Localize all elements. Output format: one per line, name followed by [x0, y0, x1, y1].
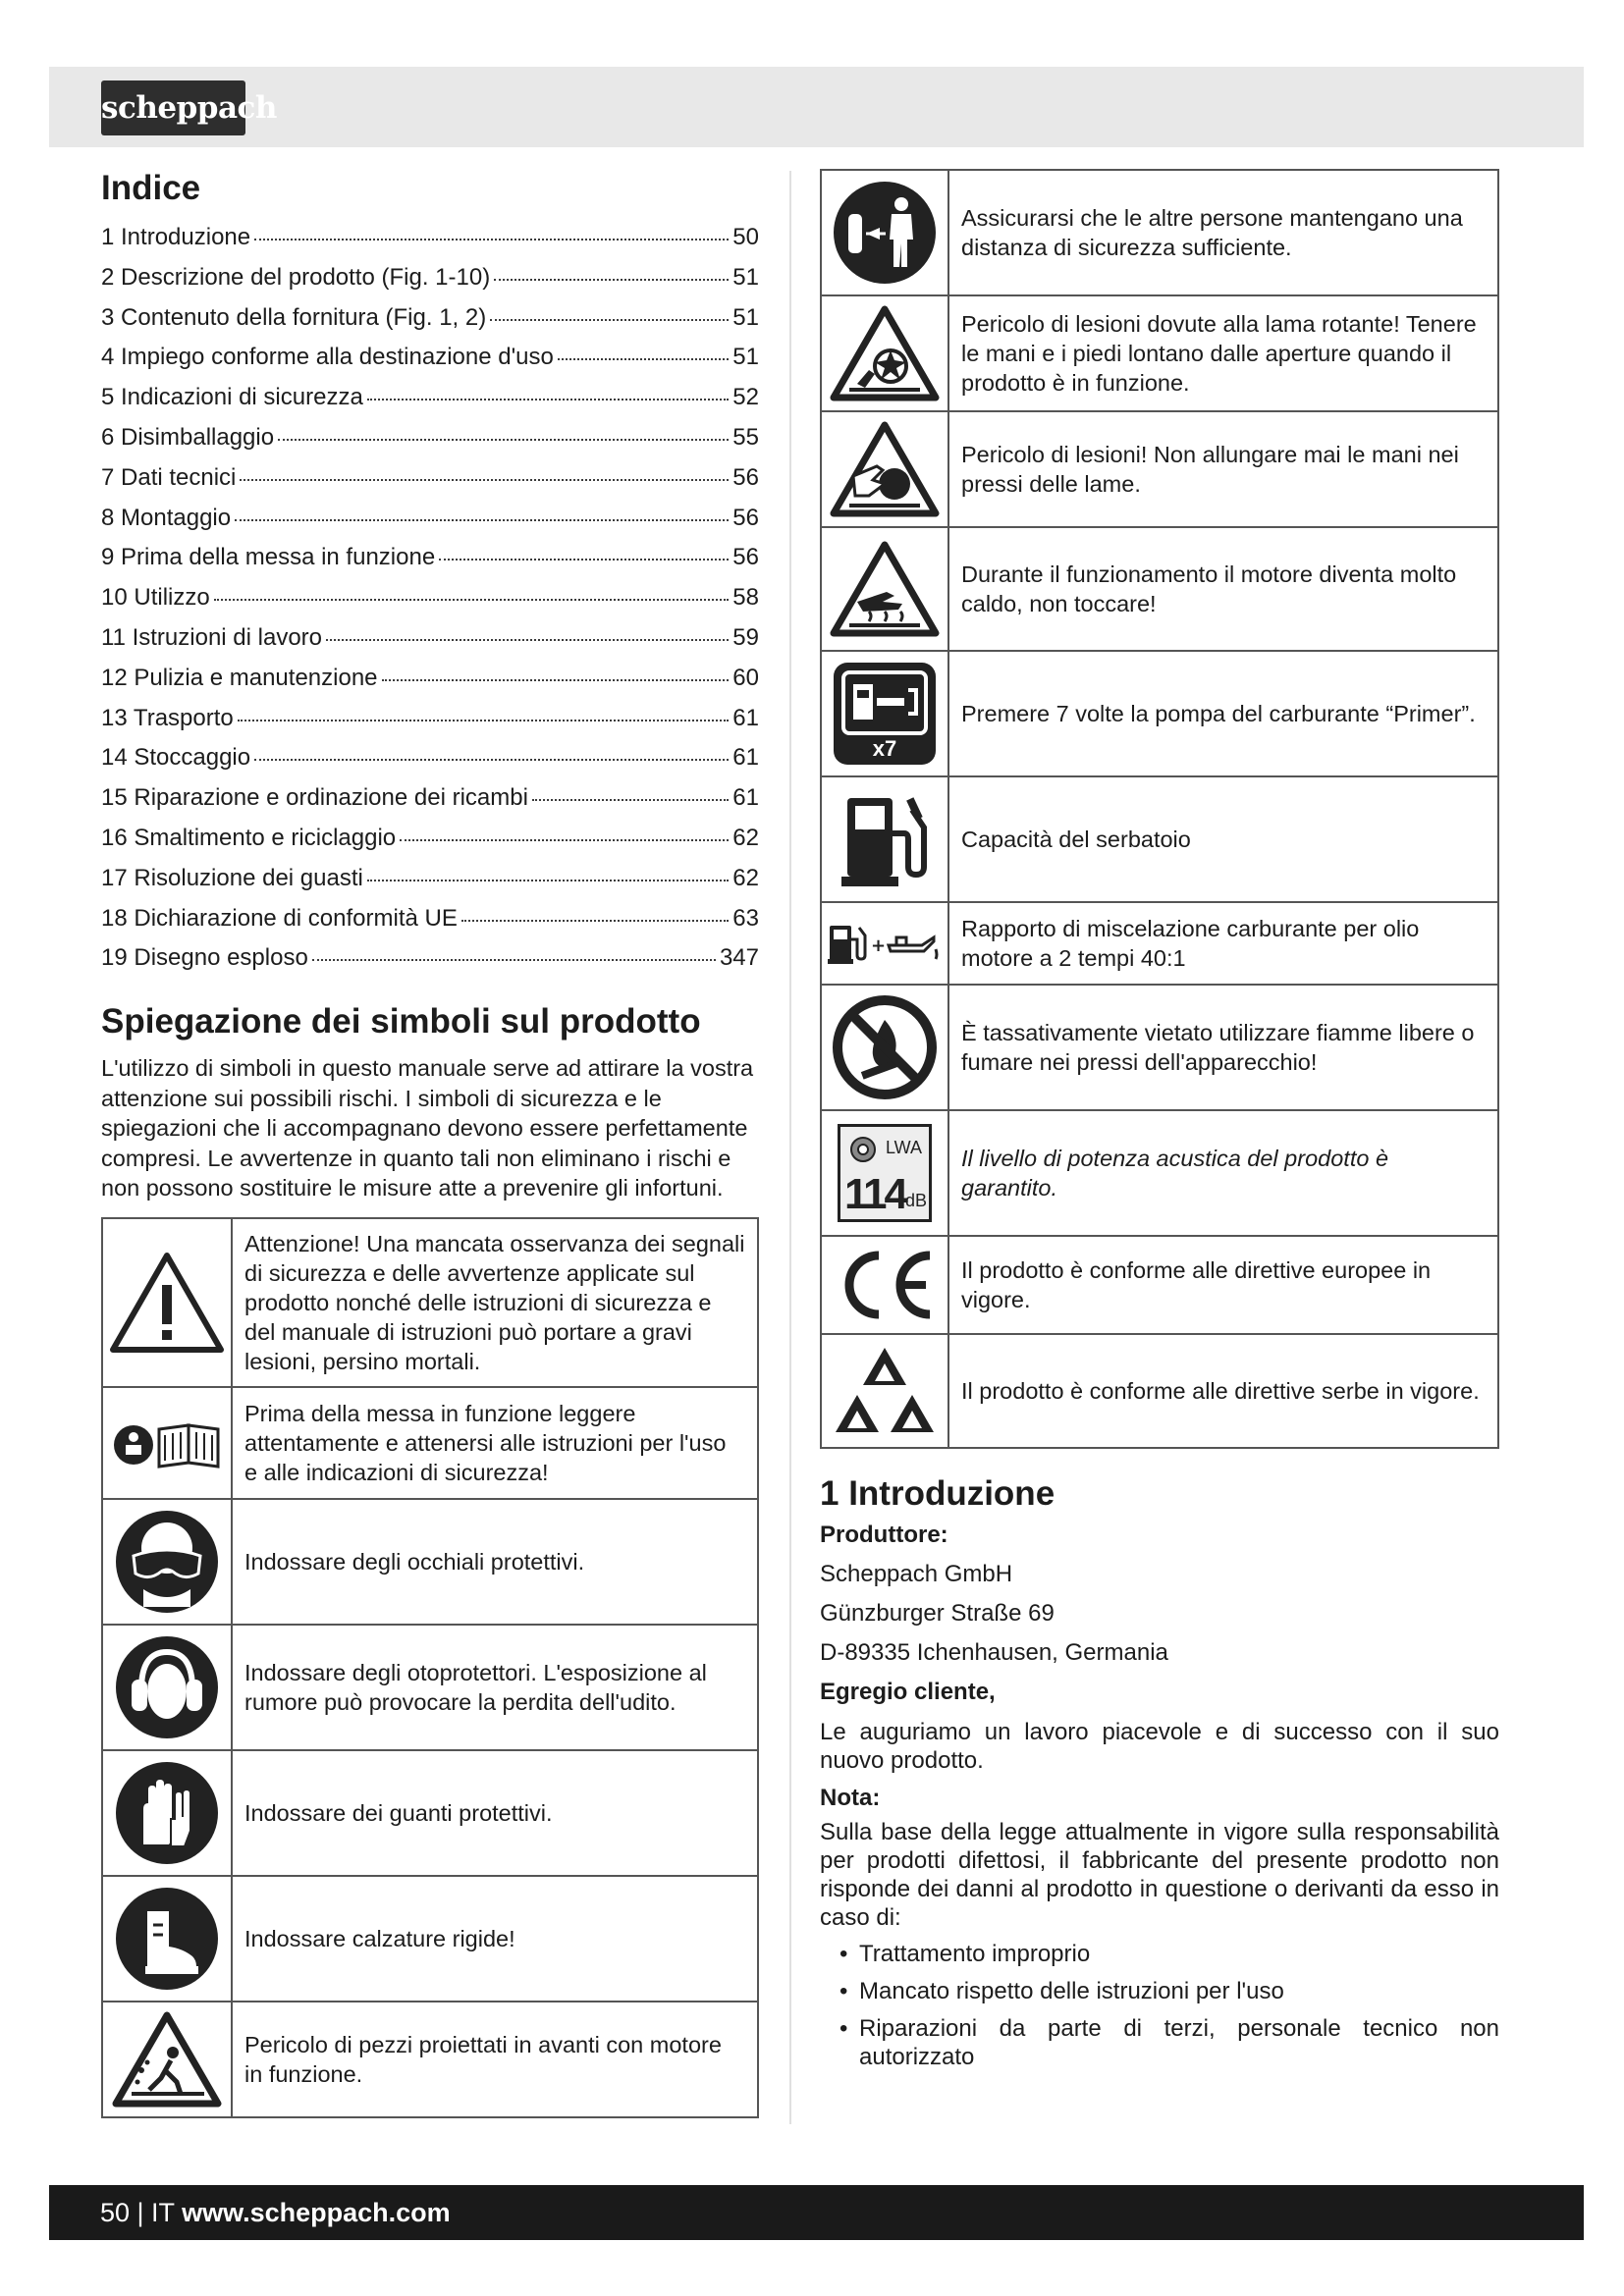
gloves-icon — [114, 1760, 220, 1866]
introduction-title: 1 Introduzione — [820, 1474, 1056, 1513]
toc-item-label: 15 Riparazione e ordinazione dei ricambi — [101, 784, 528, 812]
toc-item-label: 16 Smaltimento e riciclaggio — [101, 824, 397, 851]
no-fire-icon — [832, 994, 938, 1100]
symbol-text: Indossare degli occhiali protettivi. — [232, 1499, 758, 1625]
safety-goggles-icon — [114, 1509, 220, 1615]
toc-item-label: 9 Prima della messa in funzione — [101, 544, 436, 571]
symbol-row — [821, 170, 1498, 295]
toc-leader-dots — [367, 880, 729, 881]
symbol-text: Il prodotto è conforme alle direttive europee in vigore. — [948, 1236, 1498, 1334]
toc-leader-dots — [240, 479, 729, 481]
toc-leader-dots — [494, 279, 729, 281]
toc-item-page: 51 — [732, 344, 759, 371]
symbol-row — [102, 1387, 758, 1499]
toc-leader-dots — [461, 920, 729, 922]
ear-protection-icon — [114, 1634, 220, 1740]
fuel-pump-icon — [836, 788, 934, 890]
toc-item-label: 8 Montaggio — [101, 504, 232, 531]
symbol-row — [821, 411, 1498, 527]
toc-item-label: 17 Risoluzione dei guasti — [101, 864, 363, 891]
toc-item[interactable] — [101, 659, 759, 699]
list-item: • Mancato rispetto delle istruzioni per l'uso — [839, 1978, 1284, 2004]
sound-power-value: 114 — [844, 1170, 905, 1218]
company-street: Günzburger Straße 69 — [820, 1600, 1055, 1627]
flying-debris-icon — [112, 2011, 222, 2108]
toc-item-label: 5 Indicazioni di sicurezza — [101, 384, 363, 411]
greeting: Egregio cliente, — [820, 1679, 996, 1705]
toc-item-page: 61 — [732, 704, 759, 731]
symbol-row — [821, 295, 1498, 411]
symbol-row — [821, 985, 1498, 1110]
toc-item[interactable] — [101, 538, 759, 578]
toc-item-label: 7 Dati tecnici — [101, 463, 237, 491]
toc-item-page: 51 — [732, 263, 759, 291]
note-text: Sulla base della legge attualmente in vigore sulla responsabilità per prodotti difettosi, il fabbricante del presente prodotto non risponde dei danni al prodotto in questione o derivanti da esso in caso di: — [820, 1819, 1499, 1931]
hand-blade-icon — [830, 421, 940, 517]
symbol-text: Premere 7 volte la pompa del carburante “Primer”. — [948, 651, 1498, 776]
toc-item[interactable] — [101, 899, 759, 939]
toc-leader-dots — [558, 358, 729, 360]
serbian-conformity-icon — [830, 1344, 940, 1438]
toc-item-page: 51 — [732, 303, 759, 331]
symbol-text: Il prodotto è conforme alle direttive serbe in vigore. — [948, 1334, 1498, 1448]
introduction-section — [820, 1472, 1499, 2071]
toc-item-page: 61 — [732, 784, 759, 812]
symbol-row — [102, 1625, 758, 1750]
toc-item-label: 2 Descrizione del prodotto (Fig. 1-10) — [101, 263, 491, 291]
symbol-row — [821, 776, 1498, 902]
toc-leader-dots — [326, 639, 729, 641]
toc-item-page: 52 — [732, 384, 759, 411]
list-item: • Riparazioni da parte di terzi, personale tecnico non autorizzato — [839, 2015, 1499, 2070]
toc-leader-dots — [214, 599, 730, 601]
toc-item-label: 4 Impiego conforme alla destinazione d'uso — [101, 344, 554, 371]
symbols-title: Spiegazione dei simboli sul prodotto — [101, 1002, 701, 1041]
hot-surface-icon — [830, 541, 940, 637]
toc-item[interactable] — [101, 819, 759, 859]
toc-item[interactable] — [101, 258, 759, 298]
toc-item-label: 3 Contenuto della fornitura (Fig. 1, 2) — [101, 303, 487, 331]
symbol-row — [102, 1876, 758, 2002]
toc-item[interactable] — [101, 218, 759, 258]
symbol-text: Indossare degli otoprotettori. L'esposizione al rumore può provocare la perdita dell'udito. — [232, 1625, 758, 1750]
list-item: • Trattamento improprio — [839, 1941, 1091, 1967]
toc-leader-dots — [238, 720, 730, 721]
toc-item-label: 14 Stoccaggio — [101, 744, 251, 772]
toc-item-label: 19 Disegno esploso — [101, 944, 308, 972]
toc-item[interactable] — [101, 499, 759, 539]
toc-item-page: 59 — [732, 623, 759, 651]
symbol-text: È tassativamente vietato utilizzare fiamme libere o fumare nei pressi dell'apparecchio! — [948, 985, 1498, 1110]
toc-item-page: 61 — [732, 744, 759, 772]
toc-item[interactable] — [101, 578, 759, 618]
note-label: Nota: — [820, 1785, 881, 1811]
header-band — [49, 67, 1584, 147]
toc-item[interactable] — [101, 418, 759, 458]
manufacturer-label: Produttore: — [820, 1522, 948, 1548]
symbols-intro: L'utilizzo di simboli in questo manuale serve ad attirare la vostra attenzione sui possibili rischi. I simboli di sicurezza e le spiegazioni che li accompagnano devono essere perfettamente compresi. Le avvertenze in quanto tali non eliminano i rischi e non possono sostituire le misure atte a prevenire gli infortuni. — [101, 1055, 754, 1201]
symbol-text: Rapporto di miscelazione carburante per olio motore a 2 tempi 40:1 — [948, 902, 1498, 985]
toc-item-label: 12 Pulizia e manutenzione — [101, 664, 378, 691]
toc-item[interactable] — [101, 699, 759, 739]
rotating-blade-icon — [830, 305, 940, 401]
toc-item-page: 56 — [732, 544, 759, 571]
toc-item[interactable] — [101, 778, 759, 819]
symbol-row — [821, 1236, 1498, 1334]
toc-item-page: 58 — [732, 584, 759, 612]
toc-item-page: 56 — [732, 463, 759, 491]
warning-triangle-icon — [109, 1252, 225, 1354]
toc-item-page: 55 — [732, 423, 759, 451]
wish-text: Le auguriamo un lavoro piacevole e di successo con il suo nuovo prodotto. — [820, 1719, 1499, 1774]
symbol-text: Pericolo di lesioni! Non allungare mai le mani nei pressi delle lame. — [948, 411, 1498, 527]
toc-item[interactable] — [101, 859, 759, 899]
symbol-text: Attenzione! Una mancata osservanza dei segnali di sicurezza e delle avvertenze applicate sul prodotto nonché delle istruzioni di sicurezza e del manuale di istruzioni può portare a gravi lesioni, persino mortali. — [232, 1218, 758, 1387]
toc-item[interactable] — [101, 618, 759, 659]
symbols-table-left — [101, 1217, 759, 2118]
toc-item-label: 6 Disimballaggio — [101, 423, 275, 451]
fuel-oil-mix-icon — [826, 920, 944, 967]
primer-pump-icon — [832, 661, 938, 767]
toc-item-label: 11 Istruzioni di lavoro — [101, 623, 322, 651]
toc-leader-dots — [532, 799, 729, 801]
symbol-text: Indossare dei guanti protettivi. — [232, 1750, 758, 1876]
toc-item-page: 62 — [732, 824, 759, 851]
ce-mark-icon — [830, 1246, 940, 1324]
toc-item-label: 18 Dichiarazione di conformità UE — [101, 904, 458, 932]
symbol-text: Prima della messa in funzione leggere attentamente e attenersi alle istruzioni per l'uso e alle indicazioni di sicurezza! — [232, 1387, 758, 1499]
page-number: 50 | IT — [100, 2198, 175, 2227]
symbol-row — [821, 1110, 1498, 1236]
toc-item-page: 347 — [719, 944, 759, 972]
toc-title: Indice — [101, 169, 201, 207]
toc-leader-dots — [400, 839, 729, 841]
symbol-row — [821, 1334, 1498, 1448]
symbol-row — [102, 2002, 758, 2117]
toc-leader-dots — [367, 399, 729, 400]
table-of-contents — [101, 218, 759, 979]
toc-item[interactable] — [101, 378, 759, 418]
toc-item-label: 10 Utilizzo — [101, 584, 210, 612]
symbol-text: Assicurarsi che le altre persone mantengano una distanza di sicurezza sufficiente. — [948, 170, 1498, 295]
toc-item-page: 50 — [732, 224, 759, 250]
toc-leader-dots — [254, 759, 729, 761]
liability-list — [820, 1940, 1499, 2071]
toc-leader-dots — [382, 679, 730, 681]
sound-power-icon — [838, 1124, 932, 1222]
symbol-row — [102, 1750, 758, 1876]
sound-power-unit: dB — [905, 1191, 928, 1210]
website-link[interactable]: www.scheppach.com — [182, 2198, 451, 2227]
toc-item[interactable] — [101, 458, 759, 499]
symbol-row — [821, 651, 1498, 776]
svg-text:+: + — [871, 935, 887, 956]
toc-leader-dots — [439, 559, 729, 561]
primer-count-badge: x7 — [872, 736, 897, 761]
right-column — [820, 169, 1499, 2080]
safety-boots-icon — [114, 1886, 220, 1992]
toc-item-page: 63 — [732, 904, 759, 932]
symbol-text: Pericolo di lesioni dovute alla lama rotante! Tenere le mani e i piedi lontano dalle aperture quando il prodotto è in funzione. — [948, 295, 1498, 411]
toc-item[interactable] — [101, 738, 759, 778]
read-manual-icon — [112, 1415, 222, 1470]
toc-item-page: 56 — [732, 504, 759, 531]
toc-leader-dots — [235, 519, 729, 521]
symbol-row — [102, 1218, 758, 1387]
page-footer — [49, 2185, 1584, 2240]
symbol-text: Il livello di potenza acustica del prodotto è garantito. — [948, 1110, 1498, 1236]
toc-leader-dots — [312, 959, 716, 961]
symbol-row — [821, 527, 1498, 651]
left-column — [101, 167, 759, 2118]
symbol-text: Indossare calzature rigide! — [232, 1876, 758, 2002]
company-name: Scheppach GmbH — [820, 1561, 1013, 1587]
toc-leader-dots — [490, 319, 729, 321]
symbol-text: Capacità del serbatoio — [948, 776, 1498, 902]
company-city: D-89335 Ichenhausen, Germania — [820, 1639, 1168, 1666]
gear-icon — [846, 1133, 880, 1166]
symbol-row — [821, 902, 1498, 985]
column-divider — [789, 171, 791, 2124]
symbol-text: Pericolo di pezzi proiettati in avanti con motore in funzione. — [232, 2002, 758, 2117]
toc-item-label: 13 Trasporto — [101, 704, 234, 731]
toc-item-page: 60 — [732, 664, 759, 691]
symbol-text: Durante il funzionamento il motore diventa molto caldo, non toccare! — [948, 527, 1498, 651]
toc-leader-dots — [254, 239, 729, 240]
toc-item[interactable] — [101, 938, 759, 979]
toc-item-page: 62 — [732, 864, 759, 891]
toc-leader-dots — [278, 439, 729, 441]
toc-item-label: 1 Introduzione — [101, 224, 251, 250]
toc-item[interactable] — [101, 338, 759, 378]
keep-distance-icon — [831, 179, 939, 287]
symbol-row — [102, 1499, 758, 1625]
sound-power-label: LWA — [886, 1138, 923, 1157]
brand-logo: scheppach — [101, 80, 245, 135]
symbols-table-right — [820, 169, 1499, 1449]
toc-item[interactable] — [101, 298, 759, 339]
